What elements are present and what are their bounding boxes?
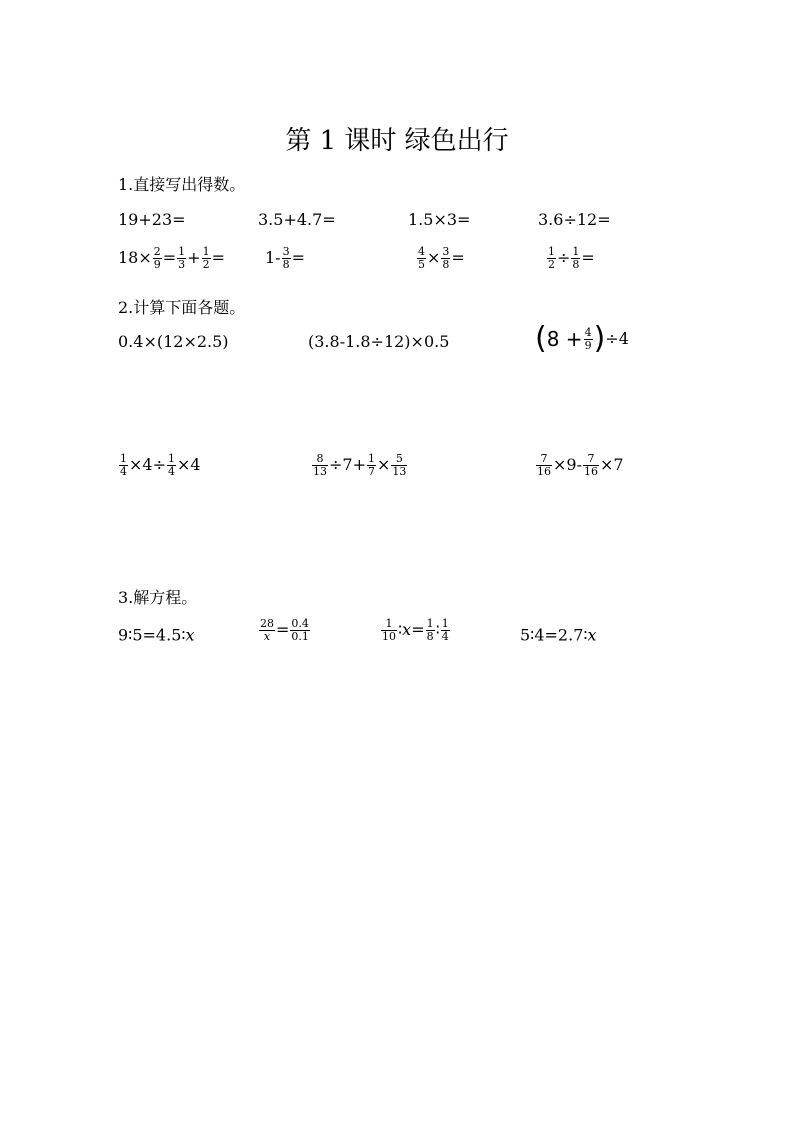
fraction: $\frac{1}{2}$: [548, 245, 555, 271]
fraction: $\frac{1}{4}$: [441, 617, 449, 643]
fraction: $\frac{1}{3}$: [178, 245, 186, 271]
equation-3-1: 9∶5=4.5∶x: [118, 625, 195, 645]
fraction: $\frac{8}{13}$: [313, 452, 327, 478]
problem-1-4: 3.6÷12=: [538, 210, 611, 229]
fraction: $\frac{5}{13}$: [392, 452, 407, 478]
fraction: $\frac{3}{8}$: [282, 245, 290, 271]
fraction: $\frac{3}{8}$: [442, 245, 450, 271]
equation-3-3: $\frac{1}{10}$ ∶x= $\frac{1}{8}$ ∶ $\frac{1}{4}$: [382, 617, 449, 643]
fraction: $\frac{4}{5}$: [418, 245, 425, 271]
problem-1-6: 1- $\frac{3}{8}$ =: [265, 245, 305, 271]
problem-2-3: (8 + $\frac{4}{9}$ )÷4: [535, 321, 629, 356]
problem-1-5: 18× $\frac{2}{9}$ = $\frac{1}{3}$ + $\frac{1}{2}$ =: [118, 245, 225, 271]
fraction: $\frac{1}{8}$: [426, 617, 434, 643]
fraction: $\frac{7}{16}$: [584, 452, 598, 478]
fraction: $\frac{7}{16}$: [537, 452, 551, 478]
problem-2-5: $\frac{8}{13}$ ÷7+ $\frac{1}{7}$ × $\frac{5}{13}$: [313, 452, 407, 478]
fraction: $\frac{4}{9}$: [584, 325, 592, 352]
problem-2-4: $\frac{1}{4}$ ×4÷ $\frac{1}{4}$ ×4: [120, 452, 201, 478]
fraction: $\frac{28}{x}$: [260, 617, 274, 643]
problem-1-1: 19+23=: [118, 210, 186, 229]
fraction: $\frac{2}{9}$: [153, 245, 161, 271]
problem-2-2: (3.8-1.8÷12)×0.5: [308, 332, 450, 351]
section-2-heading: 2.计算下面各题。: [118, 298, 246, 317]
fraction: $\frac{1}{10}$: [382, 617, 396, 643]
problem-2-1: 0.4×(12×2.5): [118, 332, 229, 351]
equation-3-4: 5∶4=2.7∶x: [520, 625, 597, 645]
fraction: $\frac{1}{2}$: [202, 245, 210, 271]
equation-3-2: $\frac{28}{x}$ = $\frac{0.4}{0.1}$: [260, 617, 309, 643]
problem-1-2: 3.5+4.7=: [258, 210, 336, 229]
problem-2-6: $\frac{7}{16}$ ×9- $\frac{7}{16}$ ×7: [537, 452, 624, 478]
fraction: $\frac{1}{4}$: [168, 452, 175, 478]
fraction: $\frac{1}{4}$: [120, 452, 127, 478]
page-title: 第 1 课时 绿色出行: [285, 126, 509, 156]
fraction: $\frac{1}{7}$: [368, 452, 375, 478]
section-3-heading: 3.解方程。: [118, 588, 198, 607]
fraction: $\frac{0.4}{0.1}$: [291, 617, 309, 643]
problem-1-8: $\frac{1}{2}$ ÷ $\frac{1}{8}$ =: [548, 245, 595, 271]
fraction: $\frac{1}{8}$: [572, 245, 580, 271]
section-1-heading: 1.直接写出得数。: [118, 175, 246, 194]
problem-1-3: 1.5×3=: [408, 210, 471, 229]
problem-1-7: $\frac{4}{5}$ × $\frac{3}{8}$ =: [418, 245, 465, 271]
